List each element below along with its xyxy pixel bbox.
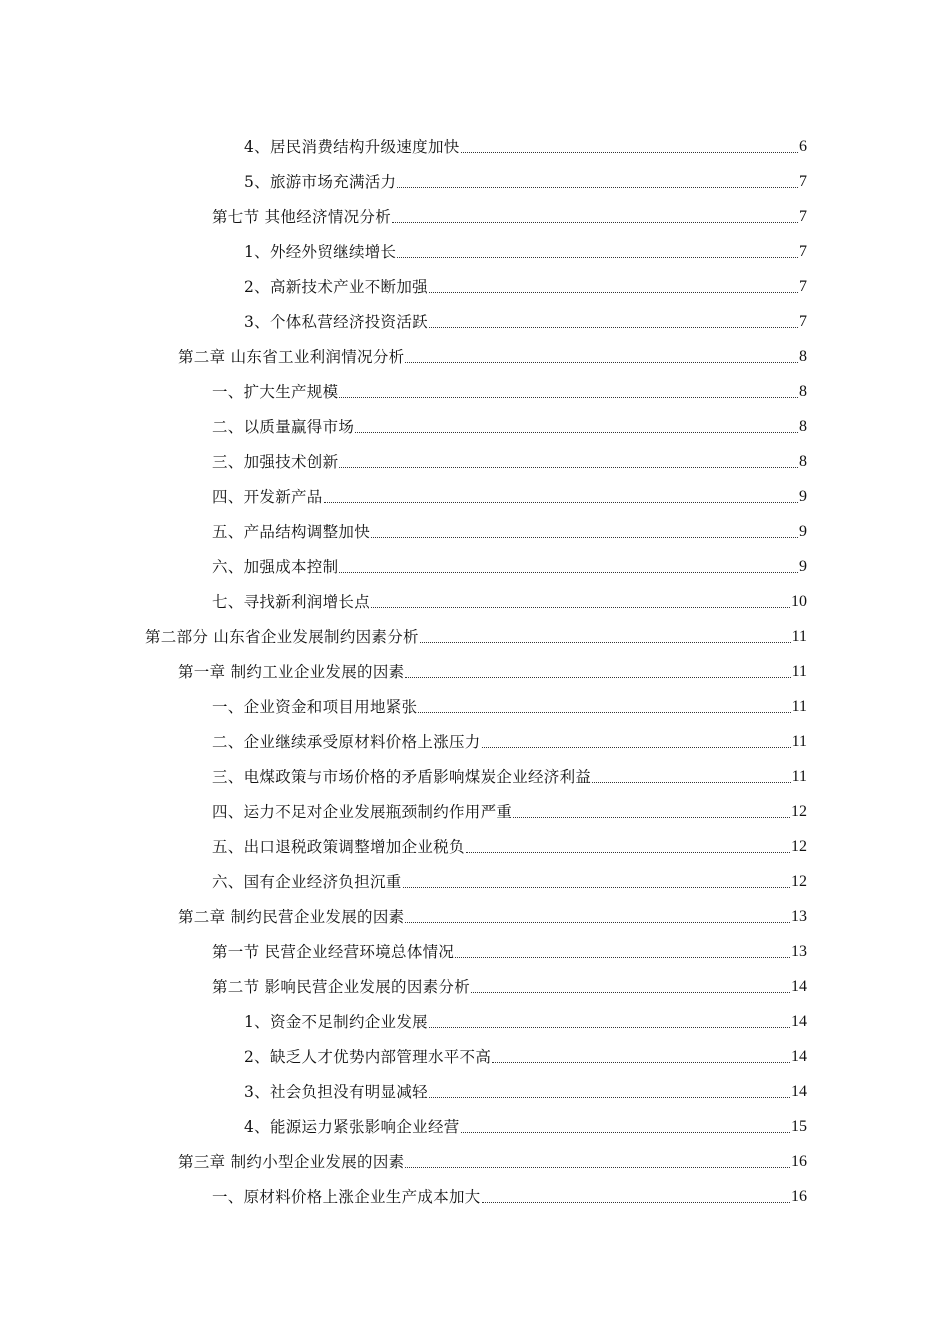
toc-entry-title: 一、原材料价格上涨企业生产成本加大 [212,1188,481,1206]
toc-dot-leader [418,712,790,713]
toc-dot-leader [471,992,790,993]
toc-dot-leader [397,187,798,188]
toc-page-number: 8 [799,383,807,400]
toc-dot-leader [429,327,798,328]
toc-dot-leader [397,257,798,258]
toc-page-number: 11 [791,768,807,785]
toc-dot-leader [513,817,790,818]
toc-dot-leader [461,152,798,153]
toc-dot-leader [461,1132,790,1133]
toc-entry[interactable] [0,1032,950,1067]
toc-page-number: 11 [791,698,807,715]
toc-entry-title: 2、缺乏人才优势内部管理水平不高 [244,1048,492,1066]
toc-page-number: 15 [791,1118,807,1135]
toc-page-number: 10 [791,593,807,610]
toc-entry-title: 3、社会负担没有明显减轻 [244,1083,428,1101]
toc-entry[interactable] [0,612,950,647]
toc-entry-title: 2、高新技术产业不断加强 [244,278,428,296]
toc-entry[interactable] [0,122,950,157]
toc-entry[interactable] [0,717,950,752]
toc-entry[interactable] [0,437,950,472]
toc-entry-title: 一、扩大生产规模 [212,383,339,401]
toc-dot-leader [405,922,790,923]
toc-page-number: 7 [799,313,807,330]
toc-entry[interactable] [0,507,950,542]
toc-entry[interactable] [0,857,950,892]
toc-entry-title: 1、外经外贸继续增长 [244,243,397,261]
toc-entry[interactable] [0,577,950,612]
toc-entry-title: 二、企业继续承受原材料价格上涨压力 [212,733,481,751]
toc-entry[interactable] [0,1102,950,1137]
toc-entry[interactable] [0,192,950,227]
toc-dot-leader [420,642,791,643]
toc-entry[interactable] [0,787,950,822]
toc-entry[interactable] [0,472,950,507]
toc-page-number: 6 [799,138,807,155]
toc-page-number: 8 [799,453,807,470]
toc-dot-leader [403,887,790,888]
toc-entry[interactable] [0,367,950,402]
toc-entry-title: 四、开发新产品 [212,488,323,506]
toc-dot-leader [429,1027,790,1028]
toc-dot-leader [339,467,798,468]
toc-dot-leader [339,397,798,398]
toc-page-number: 16 [791,1188,807,1205]
toc-entry-title: 二、以质量赢得市场 [212,418,355,436]
toc-page-number: 13 [791,943,807,960]
toc-entry-title: 第三章 制约小型企业发展的因素 [178,1153,405,1171]
toc-entry[interactable] [0,1137,950,1172]
toc-entry-title: 4、居民消费结构升级速度加快 [244,138,460,156]
toc-page-number: 12 [791,873,807,890]
toc-page-number: 9 [799,558,807,575]
toc-dot-leader [371,607,790,608]
toc-dot-leader [455,957,790,958]
toc-entry[interactable] [0,752,950,787]
toc-page-number: 9 [799,523,807,540]
toc-entry-title: 第七节 其他经济情况分析 [212,208,392,226]
toc-page-number: 11 [791,663,807,680]
toc-page-number: 8 [799,418,807,435]
toc-entry-title: 3、个体私营经济投资活跃 [244,313,428,331]
toc-dot-leader [405,677,790,678]
toc-entry[interactable] [0,1067,950,1102]
toc-page-number: 13 [791,908,807,925]
toc-entry[interactable] [0,997,950,1032]
toc-entry-title: 七、寻找新利润增长点 [212,593,371,611]
toc-entry[interactable] [0,157,950,192]
toc-entry-title: 三、加强技术创新 [212,453,339,471]
toc-page-number: 11 [791,628,807,645]
toc-entry-title: 4、能源运力紧张影响企业经营 [244,1118,460,1136]
toc-entry[interactable] [0,262,950,297]
toc-entry[interactable] [0,402,950,437]
toc-dot-leader [355,432,798,433]
toc-entry-title: 六、国有企业经济负担沉重 [212,873,402,891]
toc-page-number: 14 [791,1013,807,1030]
toc-entry-title: 一、企业资金和项目用地紧张 [212,698,418,716]
toc-entry-title: 三、电煤政策与市场价格的矛盾影响煤炭企业经济利益 [212,768,592,786]
toc-entry-title: 5、旅游市场充满活力 [244,173,397,191]
toc-dot-leader [339,572,798,573]
toc-entry[interactable] [0,542,950,577]
toc-page-number: 14 [791,978,807,995]
toc-page-number: 7 [799,208,807,225]
toc-entry[interactable] [0,927,950,962]
toc-entry-title: 第二节 影响民营企业发展的因素分析 [212,978,471,996]
toc-dot-leader [405,1167,790,1168]
toc-entry-title: 六、加强成本控制 [212,558,339,576]
toc-entry-title: 1、资金不足制约企业发展 [244,1013,428,1031]
toc-page-number: 12 [791,838,807,855]
toc-page-number: 8 [799,348,807,365]
toc-page-number: 16 [791,1153,807,1170]
toc-page-number: 14 [791,1083,807,1100]
toc-page-number: 7 [799,278,807,295]
toc-dot-leader [482,747,791,748]
toc-entry[interactable] [0,297,950,332]
toc-page-number: 7 [799,173,807,190]
toc-entry[interactable] [0,1172,950,1207]
table-of-contents [0,122,950,1207]
toc-entry-title: 第二章 山东省工业利润情况分析 [178,348,405,366]
toc-entry[interactable] [0,892,950,927]
toc-dot-leader [429,292,798,293]
toc-page-number: 9 [799,488,807,505]
toc-dot-leader [405,362,798,363]
toc-entry[interactable] [0,822,950,857]
toc-dot-leader [466,852,790,853]
toc-page-number: 11 [791,733,807,750]
toc-page-number: 14 [791,1048,807,1065]
toc-dot-leader [492,1062,790,1063]
toc-entry-title: 第一节 民营企业经营环境总体情况 [212,943,455,961]
toc-dot-leader [482,1202,790,1203]
toc-page-number: 12 [791,803,807,820]
toc-dot-leader [429,1097,790,1098]
toc-entry-title: 五、出口退税政策调整增加企业税负 [212,838,465,856]
toc-entry-title: 四、运力不足对企业发展瓶颈制约作用严重 [212,803,513,821]
toc-dot-leader [592,782,790,783]
toc-entry-title: 五、产品结构调整加快 [212,523,371,541]
toc-entry-title: 第二章 制约民营企业发展的因素 [178,908,405,926]
toc-entry[interactable] [0,682,950,717]
toc-dot-leader [392,222,798,223]
toc-entry-title: 第二部分 山东省企业发展制约因素分析 [145,628,419,646]
toc-dot-leader [371,537,798,538]
toc-entry[interactable] [0,647,950,682]
toc-entry[interactable] [0,332,950,367]
toc-entry-title: 第一章 制约工业企业发展的因素 [178,663,405,681]
toc-dot-leader [324,502,798,503]
toc-page-number: 7 [799,243,807,260]
toc-entry[interactable] [0,227,950,262]
toc-entry[interactable] [0,962,950,997]
